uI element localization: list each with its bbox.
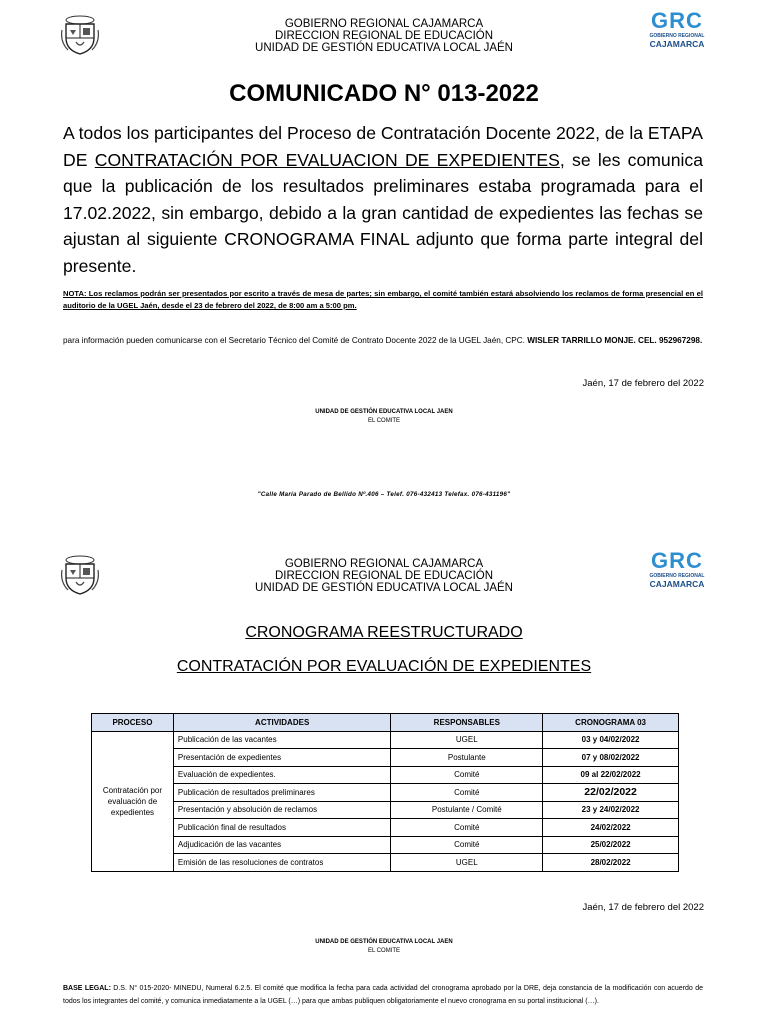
page-header-2: [0, 540, 768, 600]
responsible-cell: Postulante: [391, 749, 543, 767]
signature-committee: EL COMITE: [367, 418, 401, 424]
grc-logo-letters: GRC: [651, 548, 703, 573]
communique-signature: [200, 408, 568, 426]
table-row: [92, 801, 679, 819]
column-header: CRONOGRAMA 03: [543, 714, 679, 732]
table-row: [92, 854, 679, 872]
responsible-cell: Comité: [391, 819, 543, 837]
header-line-2: DIRECCION REGIONAL DE EDUCACIÓN: [274, 570, 494, 582]
grc-logo-letters: GRC: [651, 8, 703, 33]
header-institution-lines: [200, 558, 568, 594]
column-header: PROCESO: [92, 714, 174, 732]
responsible-cell: UGEL: [391, 731, 543, 749]
communique-title: COMUNICADO N° 013-2022: [229, 80, 539, 107]
table-row: [92, 766, 679, 784]
peru-coat-of-arms-icon: [60, 550, 100, 596]
activity-cell: Presentación y absolución de reclamos: [173, 801, 391, 819]
legal-basis-label: BASE LEGAL:: [63, 985, 111, 992]
schedule-table: [91, 713, 679, 872]
activity-cell: Evaluación de expedientes.: [173, 766, 391, 784]
header-line-2: DIRECCION REGIONAL DE EDUCACIÓN: [274, 30, 494, 42]
grc-logo-big: CAJAMARCA: [649, 39, 705, 49]
grc-logo: [648, 10, 706, 60]
date-cell: 23 y 24/02/2022: [543, 801, 679, 819]
schedule-page: [0, 540, 768, 1024]
body-underlined: CONTRATACIÓN POR EVALUACION DE EXPEDIENTES: [94, 149, 560, 170]
grc-logo: [648, 550, 706, 600]
responsible-cell: Comité: [391, 836, 543, 854]
communique-date: Jaén, 17 de febrero del 2022: [582, 378, 704, 389]
body-part-1: A todos los participantes del Proceso de Contratación Docente 2022, de la ETAPA DE: [63, 123, 703, 170]
nota-text: NOTA: Los reclamos podrán ser presentados por escrito a través de mesa de partes; sin embargo, el comité también estará absolviendo los reclamos de forma presencial en el auditorio de la UGEL Jaén, desde el 23 de febrero del 2022, de 8:00 am a 5:00 pm.: [63, 289, 703, 310]
activity-cell: Emisión de las resoluciones de contratos: [173, 854, 391, 872]
date-cell: 22/02/2022: [543, 784, 679, 802]
date-cell: 07 y 08/02/2022: [543, 749, 679, 767]
table-row: [92, 784, 679, 802]
header-line-3: UNIDAD DE GESTIÓN EDUCATIVA LOCAL JAÉN: [255, 582, 513, 594]
header-line-1: GOBIERNO REGIONAL CAJAMARCA: [284, 18, 484, 30]
contact-info: [63, 336, 703, 346]
activity-cell: Adjudicación de las vacantes: [173, 836, 391, 854]
header-line-1: GOBIERNO REGIONAL CAJAMARCA: [284, 558, 484, 570]
table-row: [92, 836, 679, 854]
column-header: ACTIVIDADES: [173, 714, 391, 732]
date-cell: 28/02/2022: [543, 854, 679, 872]
responsible-cell: Comité: [391, 766, 543, 784]
schedule-subtitle: CONTRATACIÓN POR EVALUACIÓN DE EXPEDIENTES: [176, 658, 592, 675]
responsible-cell: Comité: [391, 784, 543, 802]
date-cell: 03 y 04/02/2022: [543, 731, 679, 749]
table-row: [92, 819, 679, 837]
schedule-date: Jaén, 17 de febrero del 2022: [582, 902, 704, 913]
header-line-3: UNIDAD DE GESTIÓN EDUCATIVA LOCAL JAÉN: [255, 42, 513, 54]
column-header: RESPONSABLES: [391, 714, 543, 732]
date-cell: 24/02/2022: [543, 819, 679, 837]
peru-coat-of-arms-icon: [60, 10, 100, 56]
activity-cell: Presentación de expedientes: [173, 749, 391, 767]
date-cell: 09 al 22/02/2022: [543, 766, 679, 784]
signature-committee: EL COMITE: [367, 948, 401, 954]
page-header: [0, 0, 768, 60]
grc-logo-big: CAJAMARCA: [649, 579, 705, 589]
table-header-row: [92, 714, 679, 732]
activity-cell: Publicación de resultados preliminares: [173, 784, 391, 802]
signature-unit: UNIDAD DE GESTIÓN EDUCATIVA LOCAL JAEN: [315, 409, 453, 415]
body-part-2: , se les comunica que la publicación de los resultados preliminares estaba programada para el 17.02.2022, sin embargo, debido a la gran cantidad de expedientes las fechas se ajustan al siguiente CRONOGRAMA FINAL adjunto que forma parte integral del presente.: [63, 149, 703, 276]
grc-logo-small: GOBIERNO REGIONAL: [649, 33, 705, 39]
contact-text: para información pueden comunicarse con el Secretario Técnico del Comité de Contrato Docente 2022 de la UGEL Jaén, CPC.: [63, 336, 528, 345]
schedule-title: CRONOGRAMA REESTRUCTURADO: [245, 624, 523, 641]
header-institution-lines: [200, 18, 568, 54]
table-row: [92, 731, 679, 749]
communique-body: [63, 120, 703, 279]
table-row: [92, 749, 679, 767]
responsible-cell: Postulante / Comité: [391, 801, 543, 819]
date-cell: 25/02/2022: [543, 836, 679, 854]
activity-cell: Publicación de las vacantes: [173, 731, 391, 749]
schedule-signature: [200, 938, 568, 956]
address-footer: "Calle María Parado de Bellido Nº.406 – Telef. 076-432413 Telefax. 076-431196": [257, 491, 511, 498]
legal-basis: [63, 982, 703, 1008]
grc-logo-small: GOBIERNO REGIONAL: [649, 573, 705, 579]
process-cell: Contratación por evaluación de expedientes: [92, 731, 174, 871]
activity-cell: Publicación final de resultados: [173, 819, 391, 837]
signature-unit: UNIDAD DE GESTIÓN EDUCATIVA LOCAL JAEN: [315, 939, 453, 945]
responsible-cell: UGEL: [391, 854, 543, 872]
contact-name-phone: WISLER TARRILLO MONJE. CEL. 952967298.: [527, 336, 703, 345]
legal-basis-text: D.S. N° 015-2020- MINEDU, Numeral 6.2.5. El comité que modifica la fecha para cada actividad del cronograma aprobado por la DRE, deja constancia de la modificación con acuerdo de todos los integrantes del comité, y comunica inmediatamente a la UGEL (…) para que ambas publiquen obligatoriamente el nuevo cronograma en su portal institucional (…).: [63, 985, 703, 1005]
